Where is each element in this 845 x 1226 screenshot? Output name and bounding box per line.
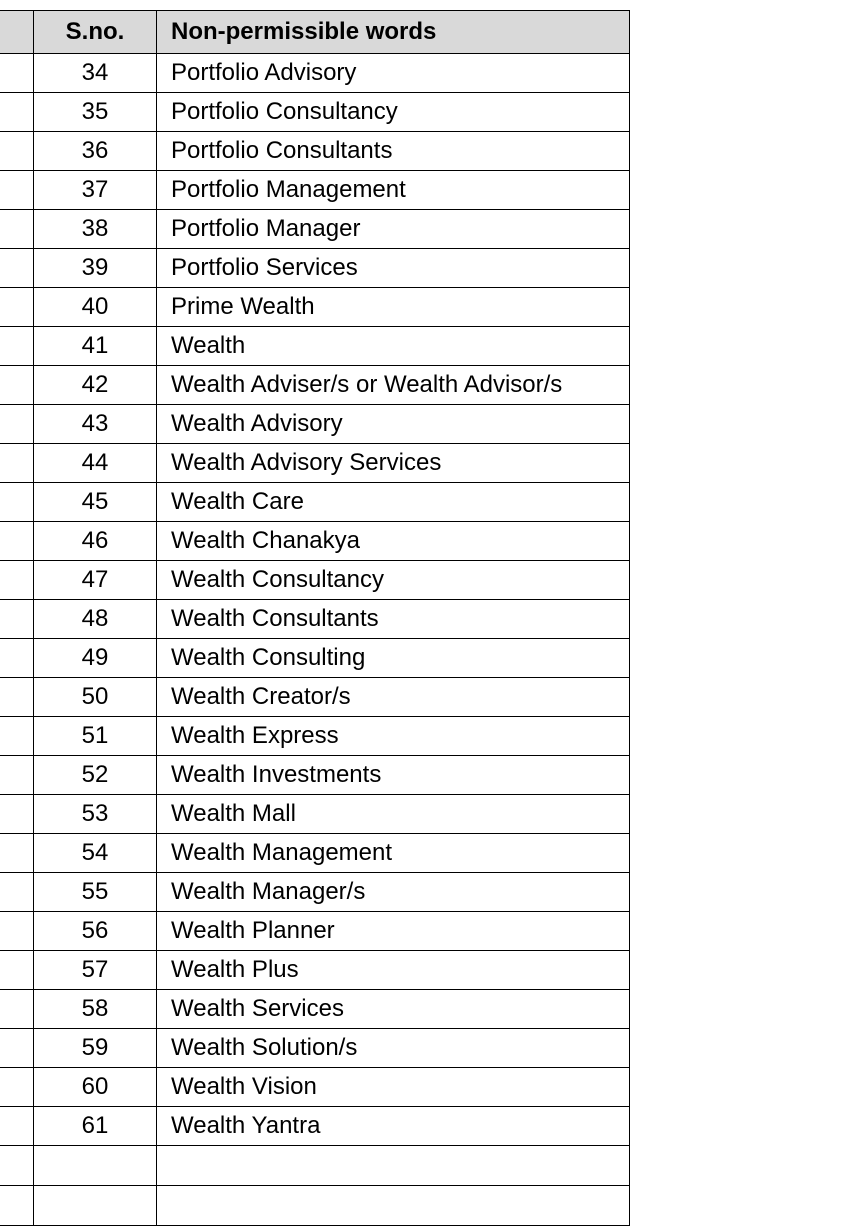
non-permissible-words-table (0, 10, 630, 1226)
sno-cell: 44 (34, 444, 157, 483)
table-row (0, 717, 630, 756)
table-row (0, 678, 630, 717)
sno-cell: 49 (34, 639, 157, 678)
left-column-cell (0, 990, 34, 1029)
left-column-cell (0, 366, 34, 405)
table-row (0, 405, 630, 444)
sno-cell: 43 (34, 405, 157, 444)
table-row (0, 1068, 630, 1107)
left-column-cell (0, 171, 34, 210)
table-row (0, 912, 630, 951)
table-row (0, 756, 630, 795)
left-column-cell (0, 522, 34, 561)
sno-cell: 47 (34, 561, 157, 600)
table-row (0, 444, 630, 483)
word-cell: Wealth Manager/s (157, 873, 630, 912)
sno-cell: 42 (34, 366, 157, 405)
word-cell: Wealth Vision (157, 1068, 630, 1107)
left-column-cell (0, 834, 34, 873)
left-column-cell (0, 873, 34, 912)
table-body (0, 54, 630, 1226)
sno-cell (34, 1186, 157, 1226)
table-row (0, 1107, 630, 1146)
empty-table-row (0, 1186, 630, 1226)
sno-cell: 54 (34, 834, 157, 873)
table-row (0, 483, 630, 522)
word-cell: Wealth Advisory (157, 405, 630, 444)
left-column-cell (0, 1107, 34, 1146)
word-cell: Wealth Planner (157, 912, 630, 951)
table-row (0, 561, 630, 600)
left-column-cell (0, 1146, 34, 1186)
word-cell (157, 1146, 630, 1186)
sno-cell: 58 (34, 990, 157, 1029)
table-row (0, 951, 630, 990)
sno-cell: 40 (34, 288, 157, 327)
word-cell: Wealth Advisory Services (157, 444, 630, 483)
left-column-cell (0, 756, 34, 795)
left-column-cell (0, 639, 34, 678)
sno-cell: 56 (34, 912, 157, 951)
left-column-cell (0, 405, 34, 444)
left-column-cell (0, 795, 34, 834)
sno-cell (34, 1146, 157, 1186)
sno-cell: 35 (34, 93, 157, 132)
word-cell: Wealth Consultancy (157, 561, 630, 600)
table-row (0, 522, 630, 561)
word-cell: Wealth Solution/s (157, 1029, 630, 1068)
word-cell: Portfolio Advisory (157, 54, 630, 93)
word-cell: Wealth Investments (157, 756, 630, 795)
left-column-cell (0, 912, 34, 951)
left-column-cell (0, 678, 34, 717)
word-cell: Prime Wealth (157, 288, 630, 327)
word-cell: Wealth Plus (157, 951, 630, 990)
sno-cell: 50 (34, 678, 157, 717)
table-row (0, 1029, 630, 1068)
sno-cell: 55 (34, 873, 157, 912)
left-column-cell (0, 483, 34, 522)
word-cell: Portfolio Manager (157, 210, 630, 249)
left-column-cell (0, 1068, 34, 1107)
word-cell: Wealth Consultants (157, 600, 630, 639)
table-row (0, 93, 630, 132)
word-cell: Wealth Management (157, 834, 630, 873)
table-row (0, 171, 630, 210)
table-header-row (0, 11, 630, 54)
sno-cell: 37 (34, 171, 157, 210)
sno-cell: 34 (34, 54, 157, 93)
word-cell: Wealth Creator/s (157, 678, 630, 717)
empty-table-row (0, 1146, 630, 1186)
table-row (0, 366, 630, 405)
table-row (0, 834, 630, 873)
table-row (0, 288, 630, 327)
word-cell: Wealth Yantra (157, 1107, 630, 1146)
word-cell: Portfolio Consultancy (157, 93, 630, 132)
word-cell: Wealth Express (157, 717, 630, 756)
table-row (0, 132, 630, 171)
word-cell: Wealth (157, 327, 630, 366)
table-row (0, 249, 630, 288)
left-column-cell (0, 93, 34, 132)
sno-cell: 53 (34, 795, 157, 834)
table-row (0, 600, 630, 639)
left-column-cell (0, 951, 34, 990)
table-row (0, 990, 630, 1029)
table-row (0, 795, 630, 834)
word-cell: Wealth Care (157, 483, 630, 522)
word-cell: Wealth Chanakya (157, 522, 630, 561)
left-column-cell (0, 288, 34, 327)
word-cell (157, 1186, 630, 1226)
left-column-cell (0, 1029, 34, 1068)
word-cell: Portfolio Services (157, 249, 630, 288)
word-cell: Wealth Services (157, 990, 630, 1029)
word-cell: Portfolio Management (157, 171, 630, 210)
left-column-cell (0, 54, 34, 93)
left-column-cell (0, 717, 34, 756)
table-row (0, 327, 630, 366)
word-cell: Wealth Adviser/s or Wealth Advisor/s (157, 366, 630, 405)
sno-cell: 51 (34, 717, 157, 756)
left-column-cell (0, 249, 34, 288)
left-column-cell (0, 444, 34, 483)
left-column-header (0, 11, 34, 54)
table-row (0, 873, 630, 912)
table-row (0, 54, 630, 93)
sno-cell: 38 (34, 210, 157, 249)
sno-column-header: S.no. (34, 11, 157, 54)
word-cell: Wealth Mall (157, 795, 630, 834)
left-column-cell (0, 132, 34, 171)
sno-cell: 46 (34, 522, 157, 561)
left-column-cell (0, 327, 34, 366)
left-column-cell (0, 1186, 34, 1226)
sno-cell: 48 (34, 600, 157, 639)
word-cell: Wealth Consulting (157, 639, 630, 678)
sno-cell: 52 (34, 756, 157, 795)
sno-cell: 60 (34, 1068, 157, 1107)
word-cell: Portfolio Consultants (157, 132, 630, 171)
sno-cell: 45 (34, 483, 157, 522)
sno-cell: 41 (34, 327, 157, 366)
table-row (0, 639, 630, 678)
sno-cell: 61 (34, 1107, 157, 1146)
left-column-cell (0, 600, 34, 639)
words-column-header: Non-permissible words (157, 11, 630, 54)
left-column-cell (0, 561, 34, 600)
table-row (0, 210, 630, 249)
sno-cell: 57 (34, 951, 157, 990)
left-column-cell (0, 210, 34, 249)
sno-cell: 36 (34, 132, 157, 171)
sno-cell: 59 (34, 1029, 157, 1068)
sno-cell: 39 (34, 249, 157, 288)
